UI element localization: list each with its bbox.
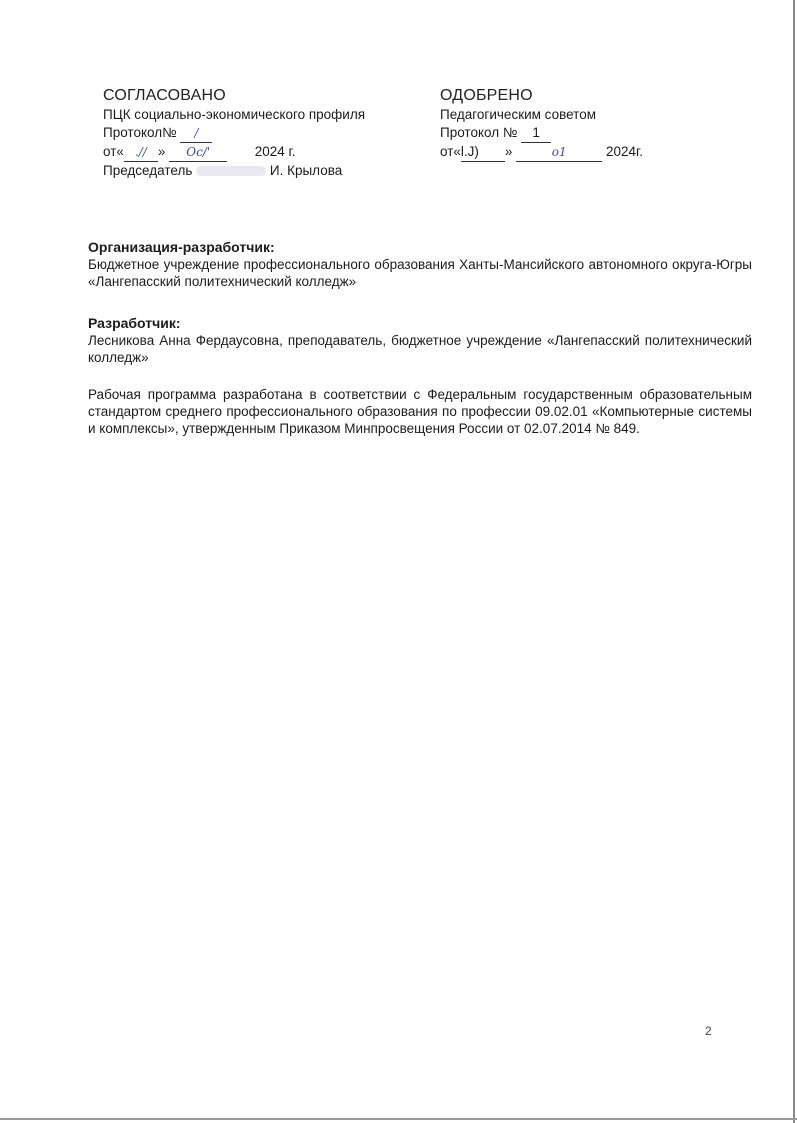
date-quote: »	[504, 144, 513, 159]
approval-left-date	[103, 143, 365, 162]
organization-title: Организация-разработчик:	[88, 239, 275, 255]
approval-right	[440, 86, 643, 162]
organization-text: Бюджетное учреждение профессионального образования Ханты-Мансийского автономного округа-Югры «Лангепасский политехнический колледж»	[88, 257, 752, 289]
approval-left-heading: СОГЛАСОВАНО	[103, 87, 226, 104]
approval-left-protocol	[103, 124, 365, 143]
approval-right-date	[440, 143, 643, 162]
developer-text: Лесникова Анна Фердаусовна, преподаватель, бюджетное учреждение «Лангепасский политехнический колледж»	[88, 333, 752, 365]
approval-left-committee: ПЦК социально-экономического профиля	[103, 107, 366, 122]
approval-right-protocol	[440, 124, 643, 143]
date-prefix: от«	[103, 144, 124, 159]
date-day: l.J)	[460, 144, 479, 159]
date-year: 2024г.	[605, 144, 644, 159]
chair-label: Председатель	[103, 163, 193, 178]
approval-right-council: Педагогическим советом	[440, 107, 596, 122]
scan-edge-bottom	[0, 1118, 797, 1120]
developer-title: Разработчик:	[88, 315, 181, 331]
organization-section	[88, 239, 752, 290]
scan-edge-right	[793, 0, 795, 1123]
date-month-handwritten: o1	[551, 145, 567, 159]
date-year: 2024 г.	[254, 144, 296, 159]
developer-section	[88, 315, 752, 366]
date-prefix: от«	[440, 144, 461, 159]
protocol-label: Протокол №	[440, 125, 518, 140]
protocol-label: Протокол№	[103, 125, 177, 140]
protocol-number: 1	[532, 125, 540, 140]
page-number: 2	[705, 1024, 712, 1038]
date-day-handwritten: .//	[134, 145, 147, 159]
signature-image	[196, 166, 266, 176]
date-quote: »	[157, 144, 166, 159]
approval-left	[103, 86, 365, 180]
program-note-text: Рабочая программа разработана в соответствии с Федеральным государственным образовательным стандартом среднего профессионального образования по профессии 09.02.01 «Компьютерные системы и комплексы», утвержденным Приказом Минпросвещения России от 02.07.2014 № 849.	[88, 387, 752, 436]
approval-right-heading: ОДОБРЕНО	[440, 87, 533, 104]
approval-left-chair	[103, 162, 365, 180]
program-note-section	[88, 386, 752, 437]
date-month-handwritten: Oc/'	[186, 145, 211, 159]
chair-name: И. Крылова	[269, 163, 343, 178]
protocol-handwritten: /	[194, 126, 199, 140]
